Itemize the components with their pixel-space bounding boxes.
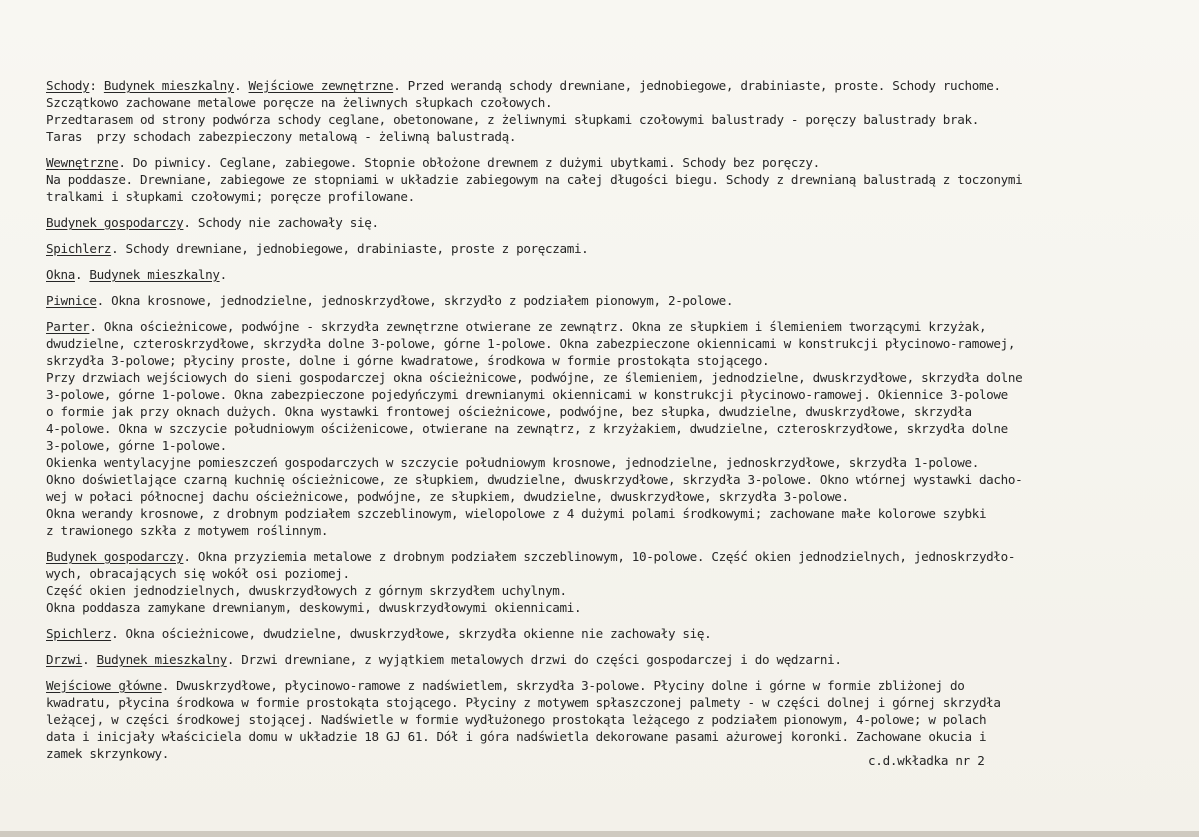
text-run: Przedtarasem od strony podwórza schody ceglane, obetonowane, z żeliwnymi słupkami czołowymi balustrady - poręczy balustrady brak. (46, 112, 979, 127)
text-run: leżącej, w części środkowej stojącej. Nadświetle w formie wydłużonego prostokąta leżącego z podziałem pionowym, 4-polowe; w polach (46, 712, 987, 727)
text-line (46, 505, 1171, 522)
paragraph (46, 154, 1171, 205)
text-run: . Schody nie zachowały się. (183, 215, 379, 230)
text-run: . Okna ościeżnicowe, dwudzielne, dwuskrzydłowe, skrzydła okienne nie zachowały się. (111, 626, 712, 641)
text-line (46, 599, 1171, 616)
paragraph (46, 292, 1171, 309)
section-heading: Budynek mieszkalny (103, 78, 235, 93)
section-heading: Wejściowe główne (46, 678, 162, 693)
text-line (46, 471, 1171, 488)
paragraph (46, 625, 1171, 642)
text-run: o formie jak przy oknach dużych. Okna wystawki frontowej ościeżnicowe, podwójne, bez słupka, dwudzielne, dwuskrzydłowe, skrzydła (46, 404, 972, 419)
section-heading: Piwnice (46, 293, 97, 308)
text-run: 3-polowe, górne 1-polowe. Okna zabezpieczone pojedyńczymi drewnianymi okiennicami w konstrukcji płycinowo-ramowej. Okiennice 3-polowe (46, 387, 1008, 402)
text-run: Szczątkowo zachowane metalowe poręcze na żeliwnych słupkach czołowych. (46, 95, 553, 110)
text-line (46, 403, 1171, 420)
text-line (46, 565, 1171, 582)
paragraph (46, 214, 1171, 231)
text-line (46, 454, 1171, 471)
section-heading: Budynek gospodarczy (46, 549, 184, 564)
text-run: . Do piwnicy. Ceglane, zabiegowe. Stopnie obłożone drewnem z dużymi ubytkami. Schody bez poręczy. (118, 155, 820, 170)
text-run: 3-polowe, górne 1-polowe. (46, 438, 227, 453)
text-line (46, 128, 1171, 145)
text-line (46, 745, 1171, 762)
text-line (46, 171, 1171, 188)
text-line (46, 292, 1171, 309)
text-run: data i inicjały właściciela domu w układzie 18 GJ 61. Dół i góra nadświetla dekorowane pasami ażurowej koronki. Zachowane okucia i (46, 729, 987, 744)
text-run: 4-polowe. Okna w szczycie południowym ościżenicowe, otwierane na zewnątrz, z krzyżakiem, dwudzielne, czteroskrzydłowe, skrzydła dolne (46, 421, 1008, 436)
text-line (46, 522, 1171, 539)
text-run: Okno doświetlające czarną kuchnię ościeżnicowe, ze słupkiem, dwudzielne, dwuskrzydłowe, skrzydła 3-polowe. Okno wtórnej wystawki dacho- (46, 472, 1023, 487)
text-run: . (219, 267, 227, 282)
text-run: wych, obracających się wokół osi poziomej. (46, 566, 350, 581)
text-line (46, 266, 1171, 283)
text-run: : (89, 78, 104, 93)
text-line (46, 694, 1171, 711)
text-line (46, 651, 1171, 668)
text-run: Taras przy schodach zabezpieczony metalową - żeliwną balustradą. (46, 129, 517, 144)
text-line (46, 240, 1171, 257)
text-run: Okienka wentylacyjne pomieszczeń gospodarczych w szczycie południowym krosnowe, jednodzielne, jednoskrzydłowe, skrzydła 1-polowe. (46, 455, 979, 470)
text-run: . Okna krosnowe, jednodzielne, jednoskrzydłowe, skrzydło z podziałem pionowym, 2-polowe. (96, 293, 734, 308)
section-heading: Budynek mieszkalny (96, 652, 227, 667)
paragraph (46, 240, 1171, 257)
text-run: . Drzwi drewniane, z wyjątkiem metalowych drzwi do części gospodarczej i do wędzarni. (226, 652, 842, 667)
text-run: Część okien jednodzielnych, dwuskrzydłowych z górnym skrzydłem uchylnym. (46, 583, 567, 598)
text-run: . (234, 78, 249, 93)
text-run: z trawionego szkła z motywem roślinnym. (46, 523, 329, 538)
text-run: . Schody drewniane, jednobiegowe, drabiniaste, proste z poręczami. (111, 241, 589, 256)
text-line (46, 154, 1171, 171)
section-heading: Okna (46, 267, 75, 282)
scan-edge (0, 831, 1199, 837)
section-heading: Budynek gospodarczy (46, 215, 184, 230)
text-line (46, 488, 1171, 505)
paragraph (46, 77, 1171, 145)
section-heading: Wewnętrzne (46, 155, 119, 170)
text-run: Przy drzwiach wejściowych do sieni gospodarczej okna ościeżnicowe, podwójne, ze ślemieniem, jednodzielne, dwuskrzydłowe, skrzydła dolne (46, 370, 1023, 385)
text-run: Okna werandy krosnowe, z drobnym podziałem szczeblinowym, wielopolowe z 4 dużymi polami środkowymi; zachowane małe kolorowe szybki (46, 506, 987, 521)
text-line (46, 548, 1171, 565)
text-line (46, 711, 1171, 728)
text-run: . Przed werandą schody drewniane, jednobiegowe, drabiniaste, proste. Schody ruchome. (393, 78, 1001, 93)
document-body (46, 77, 1171, 771)
text-line (46, 437, 1171, 454)
paragraph (46, 266, 1171, 283)
text-run: . (74, 267, 90, 282)
text-line (46, 582, 1171, 599)
text-line (46, 625, 1171, 642)
text-line (46, 728, 1171, 745)
section-heading: Schody (46, 78, 90, 93)
text-line (46, 352, 1171, 369)
text-line (46, 77, 1171, 94)
text-line (46, 677, 1171, 694)
text-run: kwadratu, płycina środkowa w formie prostokąta stojącego. Płyciny z motywem spłaszczonej palmety - w części dolnej i górnej skrzydła (46, 695, 1001, 710)
text-line (46, 369, 1171, 386)
section-heading: Wejściowe zewnętrzne (248, 78, 394, 93)
section-heading: Spichlerz (46, 626, 112, 641)
text-line (46, 318, 1171, 335)
paragraph (46, 548, 1171, 616)
text-run: . Okna ościeżnicowe, podwójne - skrzydła zewnętrzne otwierane ze zewnątrz. Okna ze słupkiem i ślemieniem tworzącymi krzyżak, (89, 319, 987, 334)
text-run: . Dwuskrzydłowe, płycinowo-ramowe z nadświetlem, skrzydła 3-polowe. Płyciny dolne i górne w formie zbliżonej do (161, 678, 965, 693)
paragraph (46, 318, 1171, 539)
text-line (46, 335, 1171, 352)
text-line (46, 188, 1171, 205)
text-run: skrzydła 3-polowe; płyciny proste, dolne i górne kwadratowe, środkowa w formie prostokąta stojącego. (46, 353, 770, 368)
paragraph (46, 651, 1171, 668)
text-run: wej w połaci północnej dachu ościeżnicowe, podwójne, ze słupkiem, dwudzielne, dwuskrzydłowe, skrzydła 3-polowe. (46, 489, 849, 504)
text-run: . (82, 652, 97, 667)
section-heading: Parter (46, 319, 90, 334)
continuation-note: c.d.wkładka nr 2 (868, 753, 985, 768)
text-run: Okna poddasza zamykane drewnianym, deskowymi, dwuskrzydłowymi okiennicami. (46, 600, 582, 615)
text-run: dwudzielne, czteroskrzydłowe, skrzydła dolne 3-polowe, górne 1-polowe. Okna zabezpieczone okiennicami w konstrukcji płycinowo-ramowej, (46, 336, 1016, 351)
text-run: tralkami i słupkami czołowymi; poręcze profilowane. (46, 189, 415, 204)
text-line (46, 386, 1171, 403)
section-heading: Drzwi (46, 652, 83, 667)
text-run: . Okna przyziemia metalowe z drobnym podziałem szczeblinowym, 10-polowe. Część okien jednodzielnych, jednoskrzydło- (183, 549, 1016, 564)
text-line (46, 111, 1171, 128)
section-heading: Budynek mieszkalny (89, 267, 220, 282)
text-line (46, 420, 1171, 437)
text-run: Na poddasze. Drewniane, zabiegowe ze stopniami w układzie zabiegowym na całej długości biegu. Schody z drewnianą balustradą z toczonymi (46, 172, 1023, 187)
paragraph (46, 677, 1171, 762)
text-line (46, 94, 1171, 111)
text-run: zamek skrzynkowy. (46, 746, 169, 761)
section-heading: Spichlerz (46, 241, 112, 256)
text-line (46, 214, 1171, 231)
